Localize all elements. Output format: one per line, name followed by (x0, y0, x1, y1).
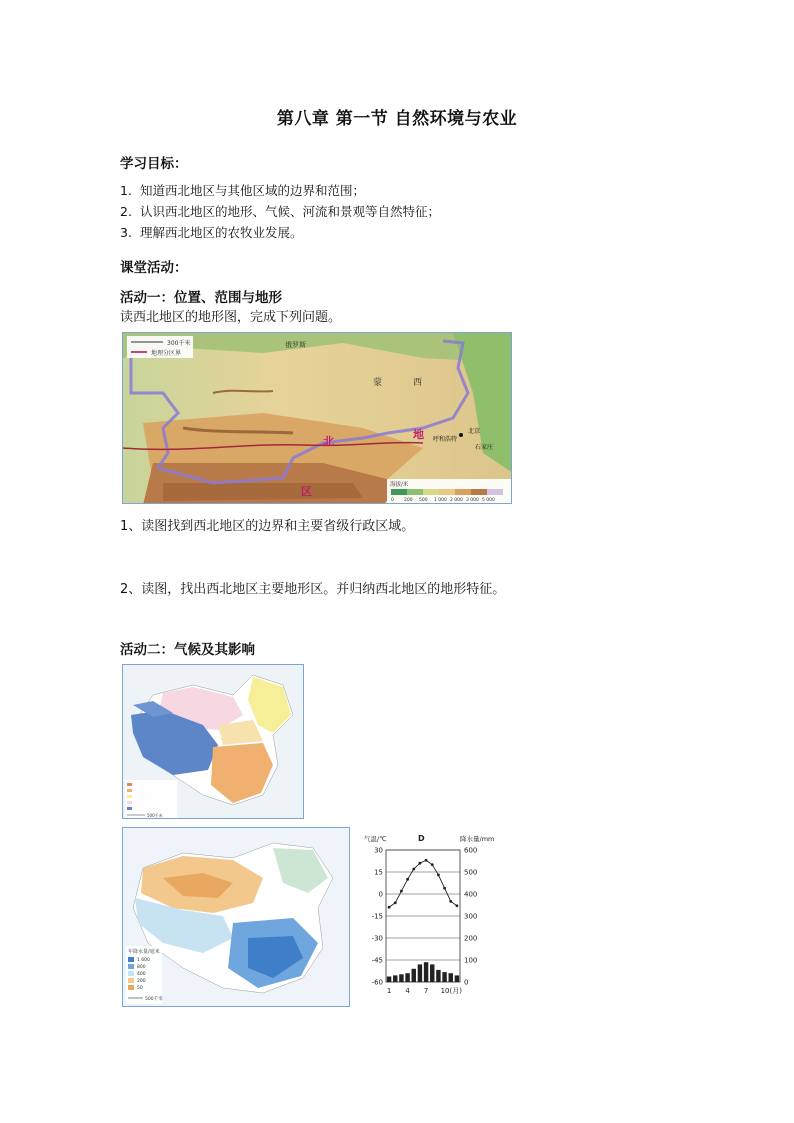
precip-bar (430, 964, 434, 982)
temperature-point (412, 868, 415, 871)
precip-bar (393, 975, 397, 982)
right-tick-label: 300 (464, 912, 478, 921)
precip-bar (436, 970, 440, 982)
x-tick-label: 7 (423, 987, 429, 995)
svg-text:0: 0 (391, 498, 394, 503)
temperature-point (437, 874, 440, 877)
terrain-map-graphic (123, 333, 512, 504)
map3-scale-label: 500千米 (145, 997, 163, 1002)
svg-text:2 000: 2 000 (450, 498, 463, 503)
svg-text:800: 800 (137, 965, 146, 970)
activity2-heading: 活动二：气候及其影响 (120, 642, 255, 658)
map2-scale-label: 500千米 (147, 813, 163, 818)
svg-text:200: 200 (404, 498, 413, 503)
map1-label-beijing: 北京 (468, 428, 481, 435)
page-title: 第八章 第一节 自然环境与农业 (276, 109, 518, 129)
objectives-heading: 学习目标： (120, 156, 188, 172)
objectives-list (120, 180, 440, 243)
activity1-question1: 1、读图找到西北地区的边界和主要省级行政区域。 (120, 519, 415, 534)
temperature-point (406, 878, 409, 881)
temperature-point (431, 863, 434, 866)
map1-scale-label: 300千米 (167, 340, 191, 347)
svg-text:400: 400 (137, 972, 146, 977)
map1-label-mongolia: 蒙 (373, 378, 383, 388)
left-tick-label: 30 (374, 846, 383, 855)
map1-label-bei: 北 (323, 435, 334, 448)
precip-bar (449, 973, 453, 982)
map1-label-xi: 西 (413, 378, 423, 388)
precip-bar (399, 974, 403, 982)
left-tick-label: -30 (371, 934, 383, 943)
temperature-line (389, 860, 457, 907)
right-tick-label: 200 (464, 934, 478, 943)
temperature-point (419, 862, 422, 865)
precip-bar (412, 969, 416, 982)
left-tick-label: -45 (371, 956, 383, 965)
class-activity-heading: 课堂活动： (120, 260, 188, 276)
svg-text:5 000: 5 000 (482, 498, 495, 503)
objective-item: 3. 理解西北地区的农牧业发展。 (120, 225, 303, 240)
precip-bar (442, 972, 446, 982)
precip-bar (387, 977, 391, 983)
map1-legend-boundary: 地理分区界 (151, 350, 182, 357)
left-tick-label: -60 (371, 978, 383, 987)
climate-map-graphic (123, 665, 304, 819)
right-tick-label: 100 (464, 956, 478, 965)
activity1-heading: 活动一：位置、范围与地形 (120, 290, 282, 306)
svg-text:50: 50 (137, 986, 143, 991)
climograph (356, 830, 506, 1005)
temperature-point (394, 901, 397, 904)
temperature-point (443, 887, 446, 890)
svg-text:200: 200 (137, 979, 146, 984)
map1-elevation-bar (391, 489, 503, 495)
temperature-point (400, 890, 403, 893)
precipitation-map-graphic (123, 828, 350, 1007)
precipitation-legend (126, 946, 163, 1004)
svg-text:1 000: 1 000 (434, 498, 447, 503)
left-tick-label: -15 (371, 912, 383, 921)
svg-text:1 600: 1 600 (137, 958, 150, 963)
map1-label-di: 地 (413, 428, 424, 441)
objective-item: 2. 认识西北地区的地形、气候、河流和景观等自然特征； (120, 204, 441, 219)
climograph-temp-label: 气温/℃ (364, 835, 387, 843)
map1-elevation-title: 海拔/米 (390, 482, 409, 488)
precip-bar (418, 964, 422, 982)
right-tick-label: 500 (464, 868, 478, 877)
right-tick-label: 0 (464, 978, 469, 987)
precip-bar (455, 975, 459, 982)
x-tick-label: 4 (405, 987, 410, 995)
left-tick-label: 0 (378, 890, 383, 899)
precip-bar (405, 973, 409, 982)
precipitation-map (122, 827, 350, 1007)
svg-text:3 000: 3 000 (466, 498, 479, 503)
climograph-title: D (418, 834, 425, 843)
x-tick-label: 1 (386, 987, 392, 995)
temperature-point (449, 900, 452, 903)
map1-label-huhehaote: 呼和浩特 (433, 436, 458, 443)
x-tick-label: 10(月) (440, 987, 462, 995)
temperature-point (388, 906, 391, 909)
right-tick-label: 400 (464, 890, 478, 899)
activity1-intro: 读西北地区的地形图，完成下列问题。 (120, 310, 342, 325)
climate-map-legend (125, 780, 177, 818)
svg-text:500: 500 (419, 498, 428, 503)
temperature-point (456, 904, 459, 907)
climograph-precip-label: 降水量/mm (460, 835, 495, 843)
map1-label-shijiazhuang: 石家庄 (475, 444, 494, 451)
northwest-terrain-map (122, 332, 512, 504)
objective-item: 1. 知道西北地区与其他区域的边界和范围； (120, 183, 366, 198)
temperature-point (425, 859, 428, 862)
climate-type-map (122, 664, 304, 819)
map1-label-russia: 俄罗斯 (285, 341, 306, 349)
right-tick-label: 600 (464, 846, 478, 855)
precip-bar (424, 962, 428, 982)
map3-legend-title: 年降水量/毫米 (128, 949, 160, 955)
climograph-svg (356, 830, 506, 1005)
map1-label-qu: 区 (301, 485, 312, 498)
left-tick-label: 15 (374, 868, 383, 877)
activity1-question2: 2、读图，找出西北地区主要地形区。并归纳西北地区的地形特征。 (120, 582, 506, 597)
